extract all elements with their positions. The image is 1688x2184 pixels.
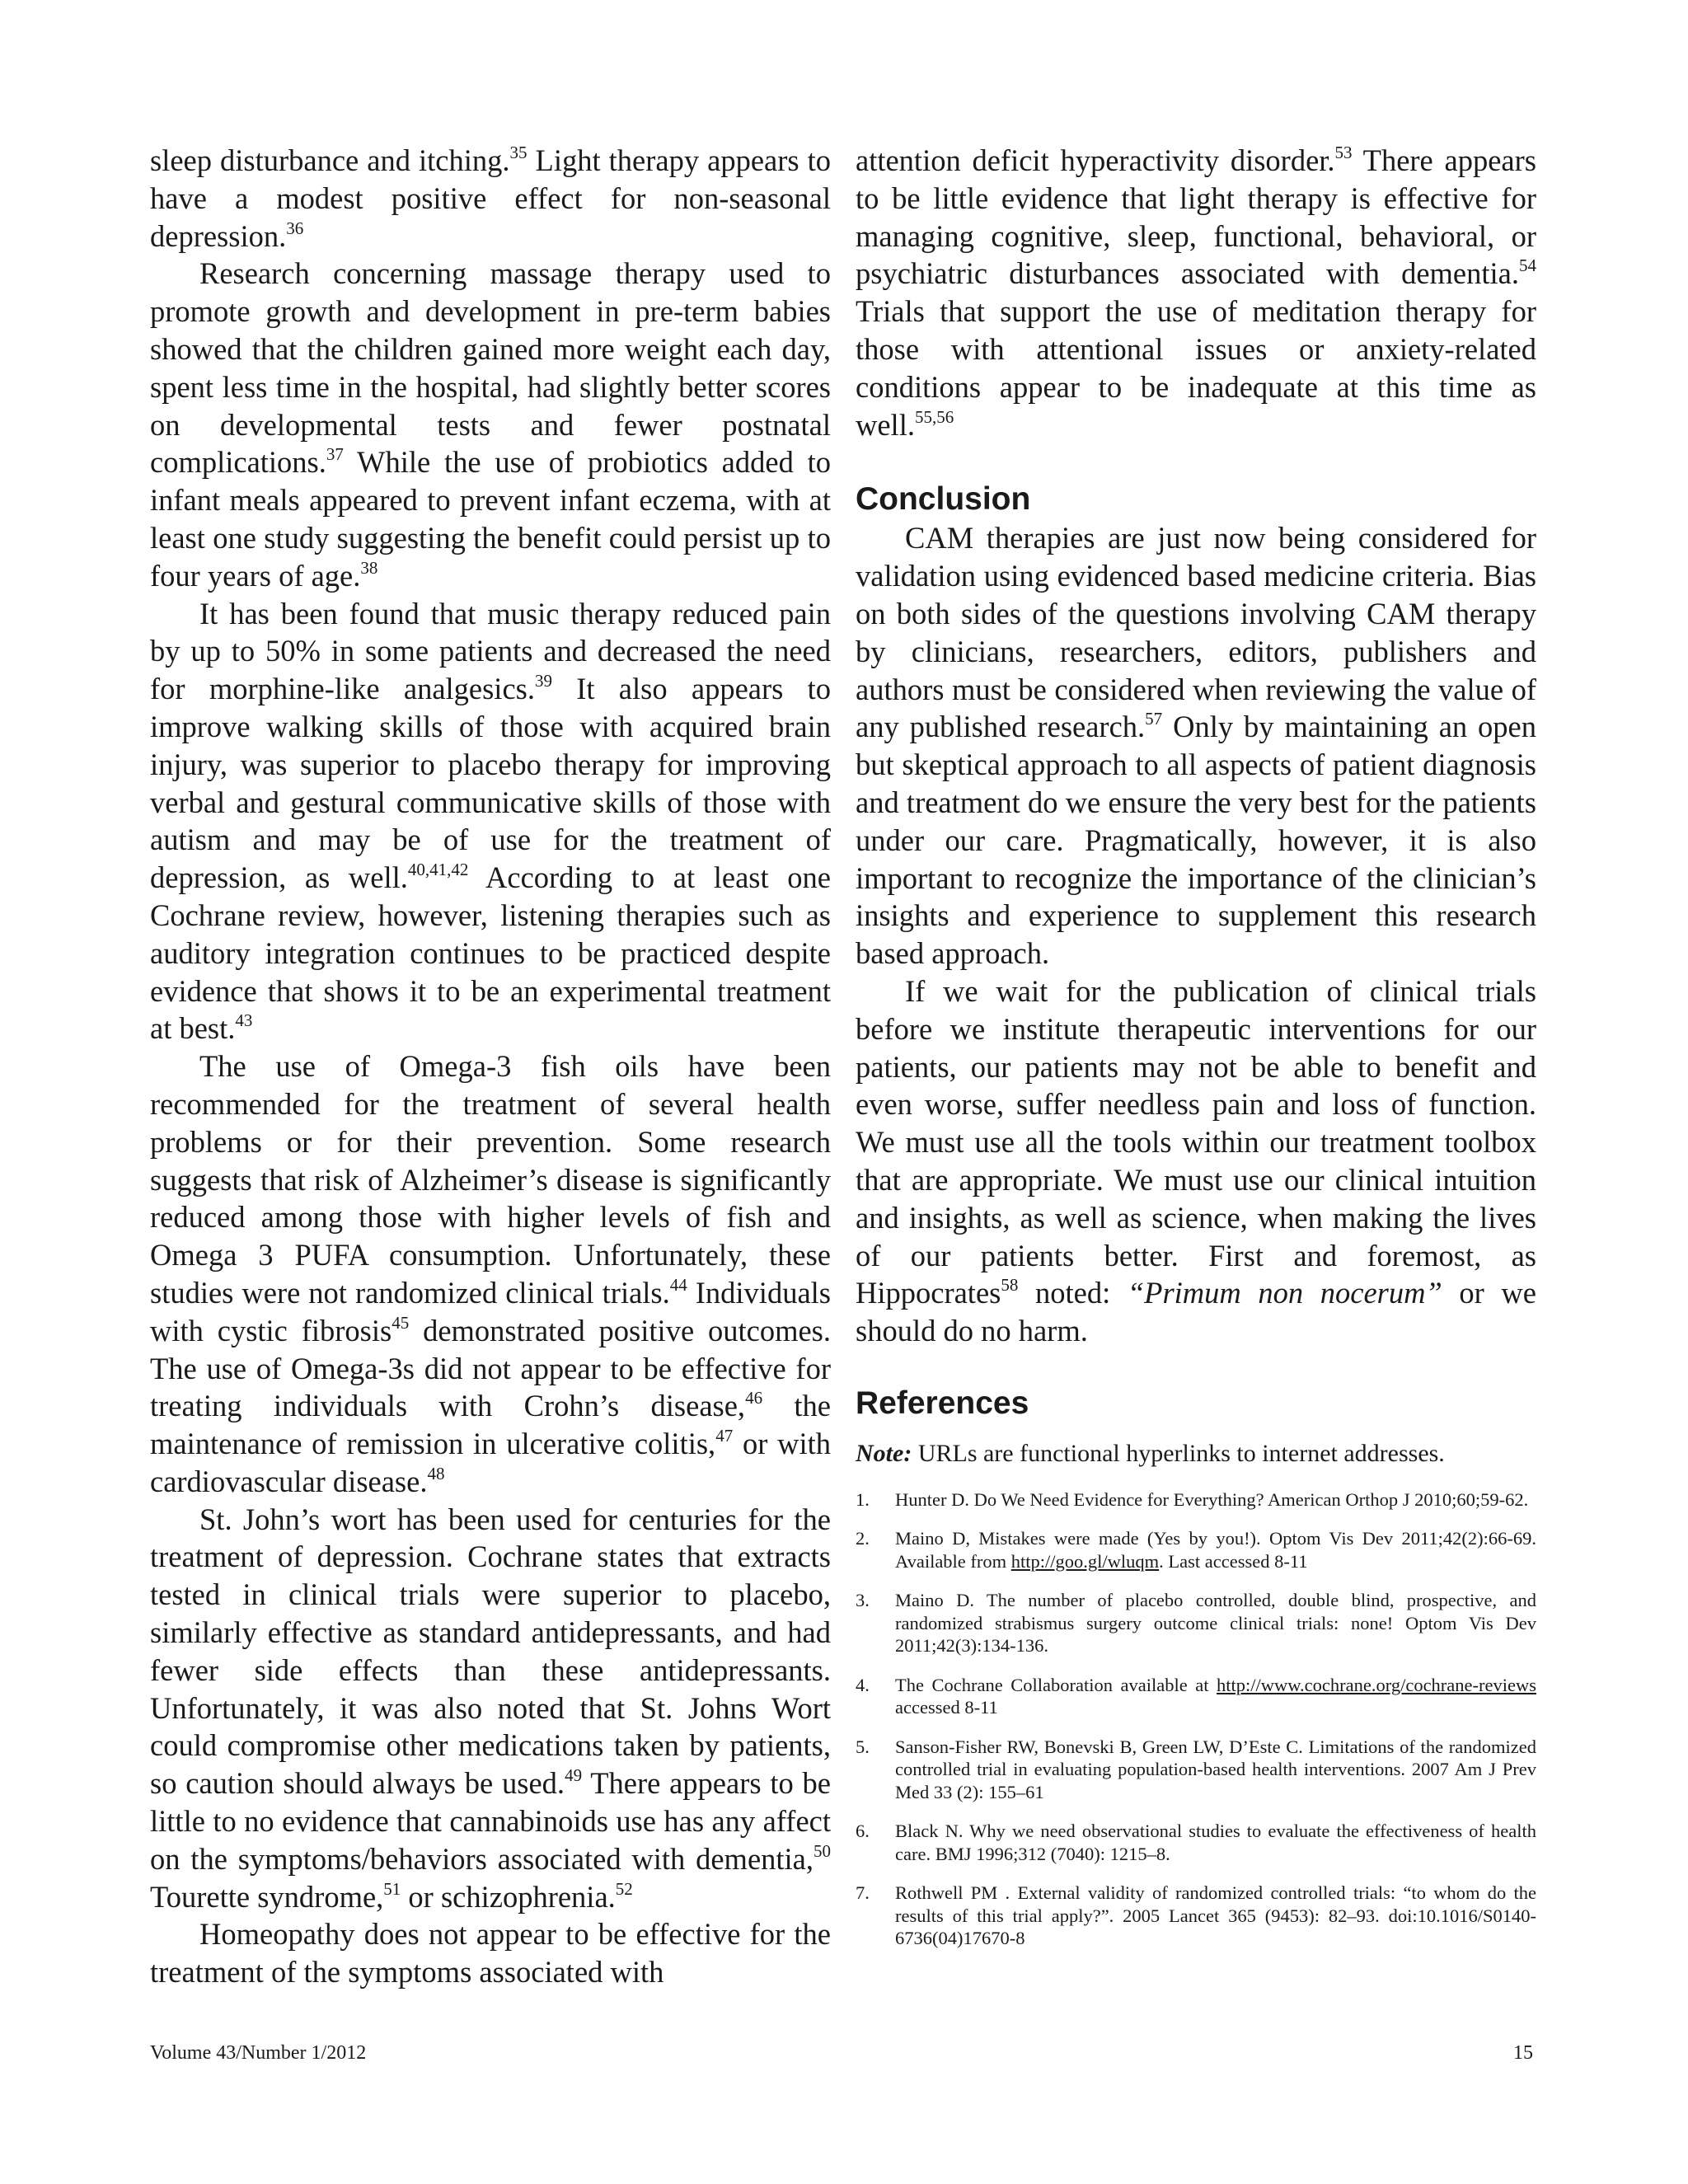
paragraph-text: CAM therapies are just now being considered for validation using evidenced based medicine criteria. Bias on both sides of the questions involving CAM therapy by clinicians, researchers, editors, publishers and authors must be considered when reviewing the value of any published research. <box>856 521 1536 744</box>
paragraph-text: the maintenance of remission in ulcerative colitis, <box>150 1389 831 1461</box>
reference-item <box>856 1736 1536 1804</box>
body-paragraph <box>150 595 831 1048</box>
reference-text: The Cochrane Collaboration available at <box>895 1674 1217 1695</box>
paragraph-text: Light therapy appears to have a modest positive effect for non-seasonal depression. <box>150 143 831 253</box>
body-paragraph <box>856 972 1536 1350</box>
reference-item <box>856 1882 1536 1950</box>
reference-number: 3. <box>856 1590 870 1611</box>
reference-number: 6. <box>856 1821 870 1842</box>
reference-text: . Last accessed 8-11 <box>1159 1550 1308 1572</box>
reference-text: Hunter D. Do We Need Evidence for Everything? American Orthop J 2010;60;59-62. <box>895 1488 1529 1510</box>
paragraph-text: There appears to be little evidence that light therapy is effective for managing cognitive, sleep, functional, behavioral, or psychiatric disturbances associated with dementia. <box>856 143 1536 291</box>
paragraph-text: Individuals with cystic fibrosis <box>150 1275 831 1347</box>
paragraph-text: It has been found that music therapy reduced pain by up to 50% in some patients and decreased the need for morphine-like analgesics. <box>150 596 831 706</box>
paragraph-text: While the use of probiotics added to infant meals appeared to prevent infant eczema, with at least one study suggesting the benefit could persist up to four years of age. <box>150 445 831 593</box>
reference-text: accessed 8-11 <box>895 1697 998 1718</box>
citation-superscript: 40,41,42 <box>407 860 469 880</box>
body-paragraph <box>856 519 1536 972</box>
paragraph-text: The use of Omega-3 fish oils have been recommended for the treatment of several health problems or for their prevention. Some research suggests that risk of Alzheimer’s disease is significantly reduced among those with higher levels of fish and Omega 3 PUFA consumption. Unfortunately, these studies were not randomized clinical trials. <box>150 1049 831 1310</box>
reference-item <box>856 1488 1536 1511</box>
body-paragraph <box>856 142 1536 443</box>
reference-number: 5. <box>856 1736 870 1757</box>
reference-item <box>856 1589 1536 1657</box>
body-paragraph <box>150 1915 831 1991</box>
reference-list <box>856 1488 1536 1950</box>
reference-text: Sanson-Fisher RW, Bonevski B, Green LW, D’Este C. Limitations of the randomized controlled trial in evaluating population-based health interventions. 2007 Am J Prev Med 33 (2): 155–61 <box>895 1736 1536 1802</box>
citation-superscript: 44 <box>669 1274 687 1295</box>
paragraph-text: According to at least one Cochrane review, however, listening therapies such as auditory integration continues to be practiced despite evidence that shows it to be an experimental treatment at best. <box>150 860 831 1046</box>
references-heading: References <box>856 1385 1029 1421</box>
citation-superscript: 43 <box>235 1010 253 1031</box>
paragraph-text: If we wait for the publication of clinical trials before we institute therapeutic interventions for our patients, our patients may not be able to benefit and even worse, suffer needless pain and loss of function. We must use all the tools within our treatment toolbox that are appropriate. We must use our clinical intuition and insights, as well as science, when making the lives of our patients better. First and foremost, as Hippocrates <box>856 973 1536 1310</box>
citation-superscript: 50 <box>814 1840 831 1861</box>
citation-superscript: 54 <box>1519 255 1536 276</box>
reference-number: 7. <box>856 1882 870 1904</box>
reference-link[interactable]: http://www.cochrane.org/cochrane-reviews <box>1217 1674 1536 1695</box>
citation-superscript: 47 <box>715 1426 734 1446</box>
note-label: Note: <box>856 1439 912 1467</box>
paragraph-text: It also appears to improve walking skills of those with acquired brain injury, was superior to placebo therapy for improving verbal and gestural communicative skills of those with autism and may be of use for the treatment of depression, as well. <box>150 672 831 895</box>
paragraph-text: demonstrated positive outcomes. The use of Omega-3s did not appear to be effective for treating individuals with Crohn’s disease, <box>150 1313 831 1423</box>
paragraph-text: sleep disturbance and itching. <box>150 143 510 177</box>
paragraph-text: Only by maintaining an open but skeptical approach to all aspects of patient diagnosis and treatment do we ensure the very best for the patients under our care. Pragmatically, however, it is also important to recognize the importance of the clinician’s insights and experience to supplement this research based approach. <box>856 710 1537 971</box>
body-paragraph <box>150 1047 831 1501</box>
citation-superscript: 45 <box>392 1312 410 1333</box>
citation-superscript: 38 <box>360 557 378 578</box>
citation-superscript: 58 <box>1001 1275 1019 1296</box>
citation-superscript: 46 <box>745 1388 763 1408</box>
references-note <box>856 1437 1536 1470</box>
reference-text: Maino D. The number of placebo controlled, double blind, prospective, and randomized strabismus surgery outcome clinical trials: none! Optom Vis Dev 2011;42(3):134-136. <box>895 1590 1536 1657</box>
citation-superscript: 53 <box>1334 143 1353 162</box>
paragraph-text: or with cardiovascular disease. <box>150 1427 832 1498</box>
footer-page-number: 15 <box>1513 2042 1533 2064</box>
body-paragraph <box>150 255 831 594</box>
latin-quote: “Primum non nocerum” <box>1127 1276 1442 1310</box>
citation-superscript: 36 <box>286 218 304 238</box>
reference-item <box>856 1820 1536 1865</box>
footer-volume: Volume 43/Number 1/2012 <box>150 2042 367 2064</box>
note-text: URLs are functional hyperlinks to internet addresses. <box>912 1439 1445 1467</box>
citation-superscript: 57 <box>1145 709 1163 729</box>
paragraph-text: Homeopathy does not appear to be effective for the treatment of the symptoms associated with <box>150 1917 831 1990</box>
reference-text: Rothwell PM . External validity of randomized controlled trials: “to whom do the results of this trial apply?”. 2005 Lancet 365 (9453): 82–93. doi:10.1016/S0140-6736(04)17670-8 <box>895 1882 1536 1949</box>
right-column <box>856 142 1536 1966</box>
reference-link[interactable]: http://goo.gl/wluqm <box>1010 1550 1160 1572</box>
body-paragraph <box>150 142 831 255</box>
paragraph-text: Trials that support the use of meditation therapy for those with attentional issues or anxiety-related conditions appear to be inadequate at this time as well. <box>856 294 1536 442</box>
citation-superscript: 48 <box>427 1463 445 1483</box>
citation-superscript: 52 <box>615 1878 633 1899</box>
reference-text: Black N. Why we need observational studies to evaluate the effectiveness of health care. BMJ 1996;312 (7040): 1215–8. <box>895 1821 1536 1864</box>
paragraph-text: attention deficit hyperactivity disorder. <box>856 143 1335 177</box>
paragraph-text: Research concerning massage therapy used to promote growth and development in pre-term babies showed that the children gained more weight each day, spent less time in the hospital, had slightly better scores on developmental tests and fewer postnatal complications. <box>150 256 831 480</box>
citation-superscript: 51 <box>383 1878 401 1899</box>
conclusion-heading: Conclusion <box>856 481 1031 518</box>
paragraph-text: or we should do no harm. <box>856 1276 1536 1348</box>
citation-superscript: 35 <box>509 143 528 162</box>
citation-superscript: 55,56 <box>914 406 954 427</box>
left-column <box>150 142 831 1991</box>
paragraph-text: Tourette syndrome, <box>150 1879 384 1914</box>
paragraph-text: noted: <box>1018 1276 1128 1310</box>
reference-text: Maino D, Mistakes were made (Yes by you!). Optom Vis Dev 2011;42(2):66-69. Available from <box>895 1528 1536 1572</box>
paragraph-text: There appears to be little to no evidence that cannabinoids use has any affect on the symptoms/behaviors associated with dementia, <box>150 1766 831 1876</box>
paragraph-text: St. John’s wort has been used for centuries for the treatment of depression. Cochrane states that extracts tested in clinical trials were superior to placebo, similarly effective as standard antidepressants, and had fewer side effects than these antidepressants. Unfortunately, it was also noted that St. Johns Wort could compromise other medications taken by patients, so caution should always be used. <box>150 1502 831 1801</box>
reference-item <box>856 1674 1536 1719</box>
reference-number: 4. <box>856 1674 870 1695</box>
citation-superscript: 37 <box>326 444 344 465</box>
citation-superscript: 49 <box>565 1765 583 1786</box>
paragraph-text: or schizophrenia. <box>401 1879 616 1914</box>
reference-item <box>856 1527 1536 1572</box>
reference-number: 1. <box>856 1488 870 1510</box>
citation-superscript: 39 <box>534 671 552 691</box>
reference-number: 2. <box>856 1528 870 1549</box>
body-paragraph <box>150 1501 831 1916</box>
